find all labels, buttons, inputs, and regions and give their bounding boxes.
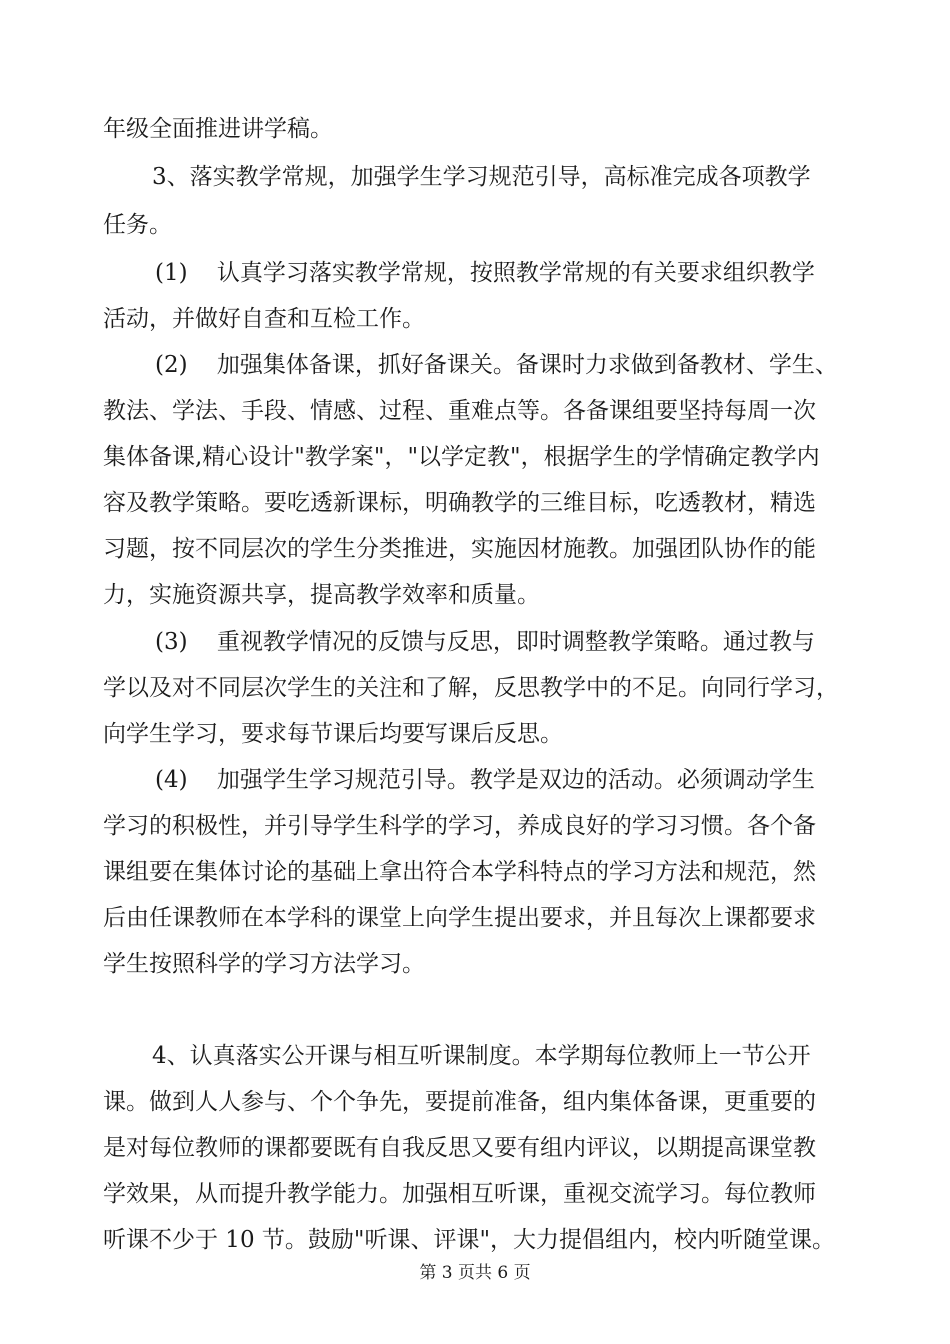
- text-line: 年级全面推进讲学稿。: [103, 116, 333, 142]
- text-line: 学生按照科学的学习方法学习。: [103, 951, 425, 977]
- text-line: (3) 重视教学情况的反馈与反思，即时调整教学策略。通过教与: [155, 629, 815, 655]
- text-line: 力，实施资源共享，提高教学效率和质量。: [103, 582, 540, 608]
- text-line: 3、落实教学常规，加强学生学习规范引导，高标准完成各项教学: [152, 164, 811, 190]
- text-line: 容及教学策略。要吃透新课标，明确教学的三维目标，吃透教材，精选: [103, 490, 816, 516]
- text-line: 集体备课,精心设计"教学案"，"以学定教"，根据学生的学情确定教学内: [103, 444, 820, 470]
- text-line: 习题，按不同层次的学生分类推进，实施因材施教。加强团队协作的能: [103, 536, 816, 562]
- text-line: (1) 认真学习落实教学常规，按照教学常规的有关要求组织教学: [155, 260, 815, 286]
- text-line: 活动，并做好自查和互检工作。: [103, 306, 425, 332]
- text-line: 任务。: [103, 212, 172, 238]
- text-line: 4、认真落实公开课与相互听课制度。本学期每位教师上一节公开: [152, 1043, 811, 1069]
- text-line: 课。做到人人参与、个个争先，要提前准备，组内集体备课，更重要的: [103, 1089, 816, 1115]
- text-line: 学以及对不同层次学生的关注和了解，反思教学中的不足。向同行学习，: [103, 675, 839, 701]
- text-line: 听课不少于 10 节。鼓励"听课、评课"，大力提倡组内，校内听随堂课。: [103, 1227, 836, 1253]
- page-number: 第 3 页共 6 页: [419, 1263, 531, 1283]
- text-line: 是对每位教师的课都要既有自我反思又要有组内评议，以期提高课堂教: [103, 1135, 816, 1161]
- text-line: (4) 加强学生学习规范引导。教学是双边的活动。必须调动学生: [155, 767, 815, 793]
- text-line: 后由任课教师在本学科的课堂上向学生提出要求，并且每次上课都要求: [103, 905, 816, 931]
- text-line: 教法、学法、手段、情感、过程、重难点等。各备课组要坚持每周一次: [103, 398, 816, 424]
- text-line: 课组要在集体讨论的基础上拿出符合本学科特点的学习方法和规范，然: [103, 859, 816, 885]
- text-line: 学效果，从而提升教学能力。加强相互听课，重视交流学习。每位教师: [103, 1181, 816, 1207]
- text-line: (2) 加强集体备课，抓好备课关。备课时力求做到备教材、学生、: [155, 352, 838, 378]
- text-line: 向学生学习，要求每节课后均要写课后反思。: [103, 721, 563, 747]
- text-line: 学习的积极性，并引导学生科学的学习，养成良好的学习习惯。各个备: [103, 813, 816, 839]
